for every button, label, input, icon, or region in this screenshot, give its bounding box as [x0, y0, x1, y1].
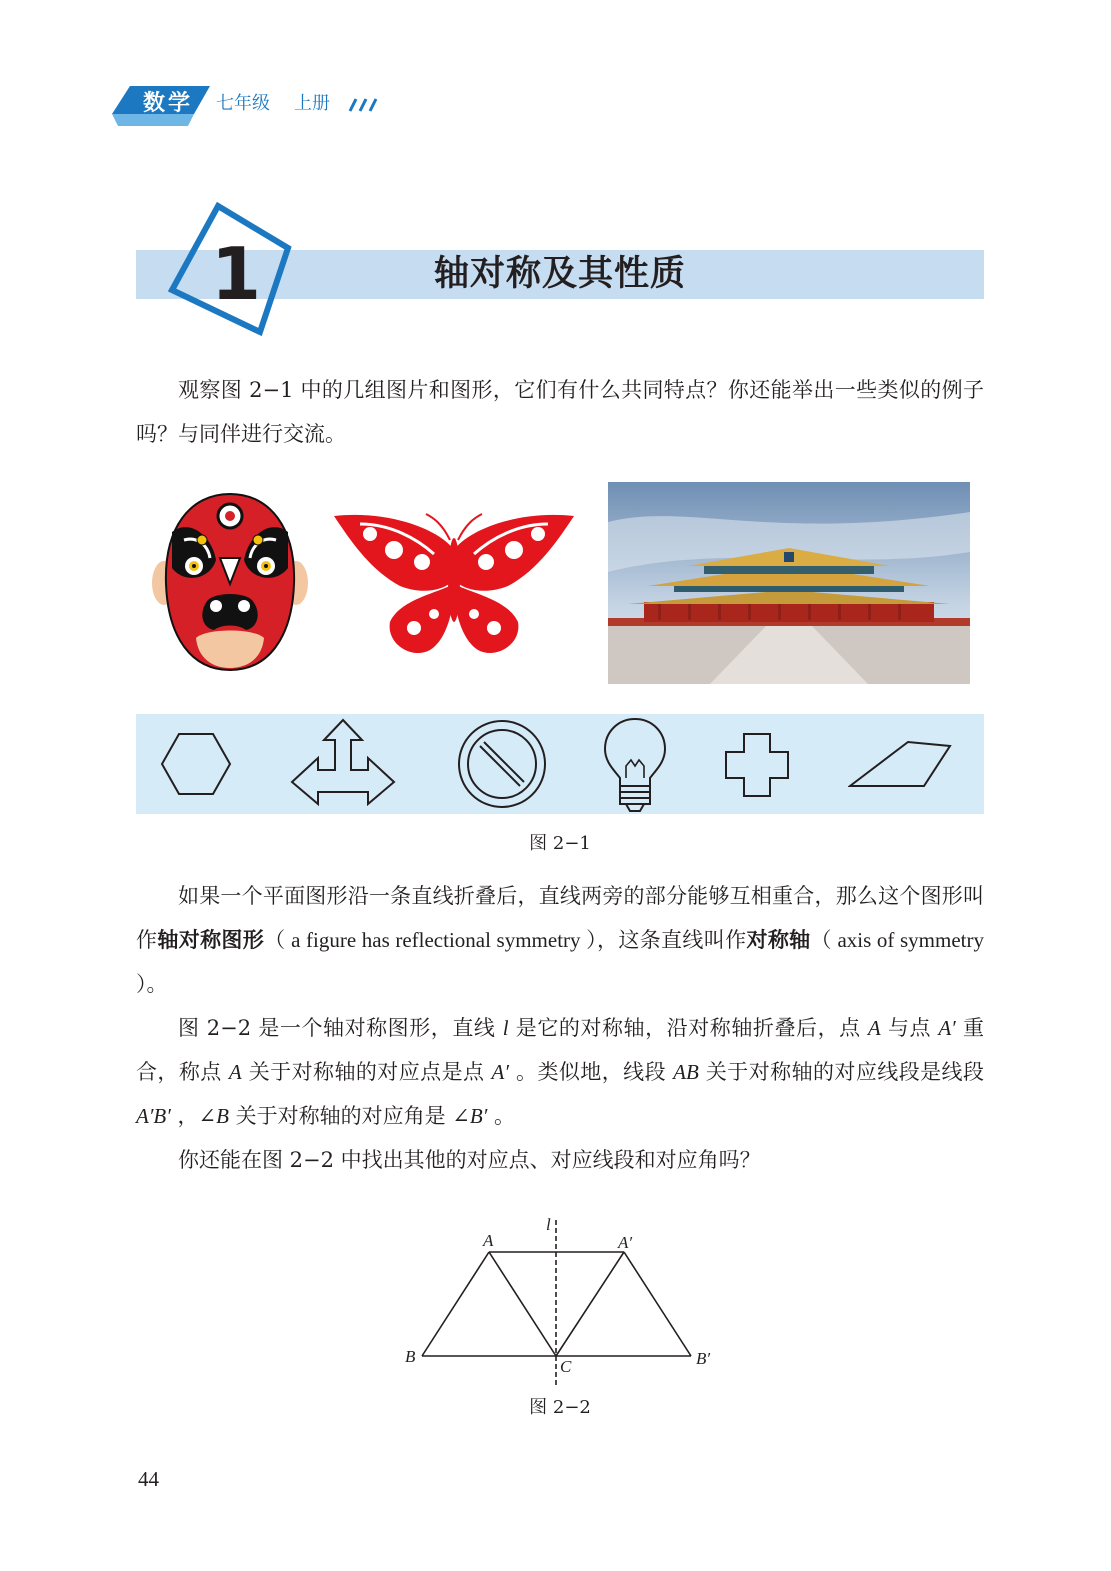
figure-2-2-diagram — [400, 1214, 720, 1394]
segment-A-prime-B-prime — [624, 1252, 691, 1356]
intro-paragraph: 观察图 2−1 中的几组图片和图形，它们有什么共同特点？你还能举出一些类似的例子吗？与同伴进行交流。 — [136, 378, 984, 446]
header-subject: 数学 — [142, 91, 193, 116]
section-number: 1 — [210, 232, 262, 316]
figure-2-1-caption: 图 2−1 — [529, 833, 591, 854]
triple-arrow-icon — [288, 718, 398, 806]
label-A-prime: A′ — [618, 1233, 633, 1252]
cross-icon — [724, 732, 790, 798]
label-C: C — [560, 1357, 572, 1376]
definition-paragraph: 如果一个平面图形沿一条直线折叠后，直线两旁的部分能够互相重合，那么这个图形叫作轴对称图形（ a figure has reflectional symmetry ），这条直线叫作对称轴（ axis of symmetry ）。 — [136, 884, 985, 996]
paper-cut-butterfly-picture — [330, 510, 578, 660]
figure-2-2-caption: 图 2−2 — [529, 1397, 591, 1418]
section-title: 轴对称及其性质 — [433, 254, 686, 294]
hexagon-icon — [160, 728, 232, 800]
term-axisymmetric-figure: 轴对称图形 — [157, 928, 265, 952]
parallelogram-icon — [848, 738, 952, 790]
corresponding-parts-paragraph: 图 2−2 是一个轴对称图形，直线 l 是它的对称轴，沿对称轴折叠后，点 A 与点 A′ 重合，称点 A 关于对称轴的对应点是点 A′ 。类似地，线段 AB 关于对称轴的对应线段是线段 A′B′ ，∠B 关于对称轴的对应角是 ∠B′ 。 — [136, 1016, 984, 1128]
symmetric-shapes-band — [136, 714, 984, 814]
label-B-prime: B′ — [696, 1349, 711, 1368]
segment-A-prime-C — [556, 1252, 624, 1356]
opera-mask-picture — [150, 488, 310, 678]
label-A: A — [483, 1231, 494, 1250]
no-entry-sign-icon — [456, 718, 548, 810]
segment-A-C — [489, 1252, 556, 1356]
header-volume: 上册 — [294, 93, 330, 114]
term-axis-of-symmetry: 对称轴 — [746, 928, 811, 952]
light-bulb-icon — [602, 716, 668, 814]
question-paragraph: 你还能在图 2−2 中找出其他的对应点、对应线段和对应角吗？ — [178, 1148, 761, 1172]
palace-hall-picture — [608, 482, 970, 684]
label-l: l — [546, 1215, 551, 1234]
header-grade: 七年级 — [216, 93, 270, 114]
header-slashes-icon — [344, 98, 384, 112]
page-number: 44 — [138, 1467, 159, 1491]
segment-A-B — [422, 1252, 489, 1356]
label-B: B — [405, 1347, 416, 1366]
